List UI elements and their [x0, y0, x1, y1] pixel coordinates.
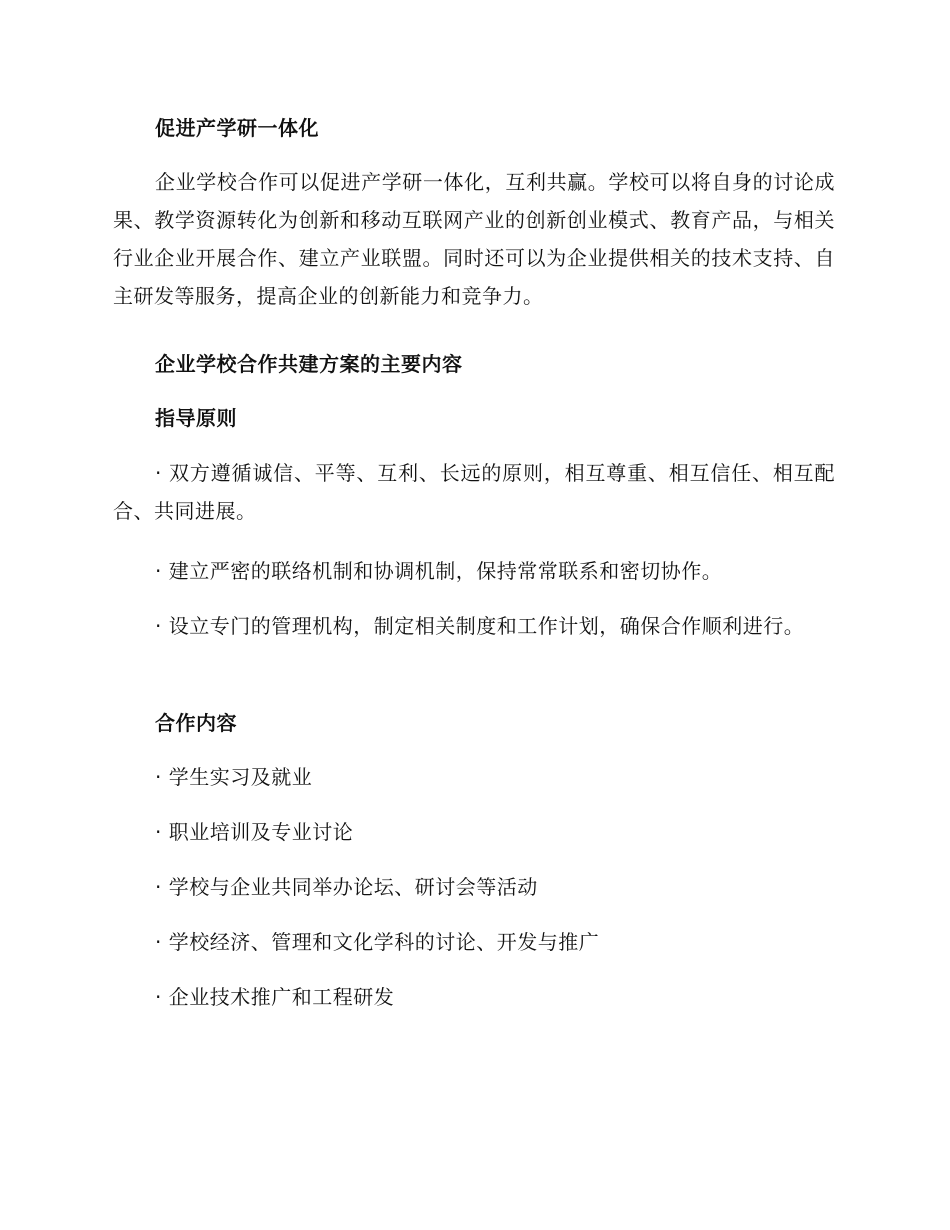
principle-item-2: · 建立严密的联络机制和协调机制，保持常常联系和密切协作。 [155, 559, 723, 583]
section-heading-cooperation-content: 合作内容 [155, 711, 237, 735]
section-heading-guiding-principles: 指导原则 [155, 406, 237, 430]
cooperation-item-1: · 学生实习及就业 [155, 765, 313, 789]
cooperation-item-4: · 学校经济、管理和文化学科的讨论、开发与推广 [155, 930, 600, 954]
principle-item-3: · 设立专门的管理机构，制定相关制度和工作计划，确保合作顺利进行。 [155, 614, 805, 638]
cooperation-item-5: · 企业技术推广和工程研发 [155, 985, 395, 1009]
cooperation-item-2: · 职业培训及专业讨论 [155, 820, 354, 844]
section-heading-main-content: 企业学校合作共建方案的主要内容 [155, 352, 463, 376]
cooperation-item-3: · 学校与企业共同举办论坛、研讨会等活动 [155, 875, 538, 899]
principle-item-1: · 双方遵循诚信、平等、互利、长远的原则，相互尊重、相互信任、相互配合、共同进展。 [113, 461, 835, 523]
section-heading-integration: 促进产学研一体化 [155, 116, 319, 140]
paragraph-integration: 企业学校合作可以促进产学研一体化，互利共赢。学校可以将自身的讨论成果、教学资源转化为创新和移动互联网产业的创新创业模式、教育产品，与相关行业企业开展合作、建立产业联盟。同时还可以为企业提供相关的技术支持、自主研发等服务，提高企业的创新能力和竞争力。 [113, 170, 835, 308]
